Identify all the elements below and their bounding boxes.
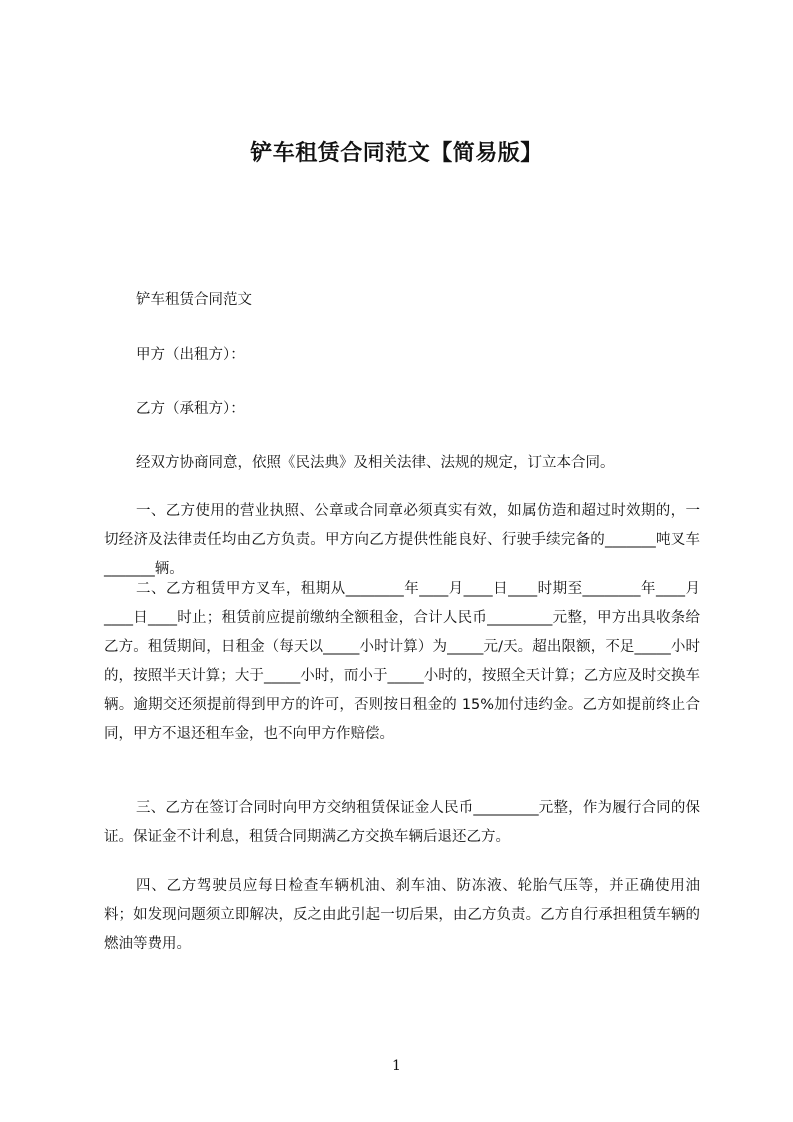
- clause-4: 四、乙方驾驶员应每日检查车辆机油、刹车油、防冻液、轮胎气压等，并正确使用油料；如发现问题须立即解决，反之由此引起一切后果，由乙方负责。乙方自行承担租赁车辆的燃油等费用。: [104, 878, 700, 952]
- party-a-label: 甲方（出租方）：: [136, 347, 245, 363]
- party-b-label: 乙方（承租方）：: [136, 401, 245, 417]
- page-number: 1: [392, 1058, 401, 1074]
- clause-2: 二、乙方租赁甲方叉车，租期从________年____月____日____时期至________年____月____日____时止；租赁前应提前缴纳全额租金，合计人民币_________元整，甲方出具收条给乙方。租赁期间，日租金（每天以_____小时计算）为_____元/天。超出限额，不足_____小时的，按照半天计算；大于_____小时，而小于_____小时的，按照全天计算；乙方应及时交换车辆。逾期交还须提前得到甲方的许可，否则按日租金的 15%加付违约金。乙方如提前终止合同，甲方不退还租车金，也不向甲方作赔偿。: [104, 581, 700, 742]
- clause-1: 一、乙方使用的营业执照、公章或合同章必须真实有效，如属仿造和超过时效期的，一切经济及法律责任均由乙方负责。甲方向乙方提供性能良好、行驶手续完备的_______吨叉车_______辆。: [104, 503, 700, 577]
- page-title: 铲车租赁合同范文【简易版】: [250, 141, 543, 166]
- preamble: 经双方协商同意，依照《民法典》及相关法律、法规的规定，订立本合同。: [136, 455, 615, 471]
- clause-3: 三、乙方在签订合同时向甲方交纳租赁保证金人民币_________元整，作为履行合同的保证。保证金不计利息，租赁合同期满乙方交换车辆后退还乙方。: [104, 800, 700, 845]
- contract-subtitle: 铲车租赁合同范文: [136, 292, 252, 308]
